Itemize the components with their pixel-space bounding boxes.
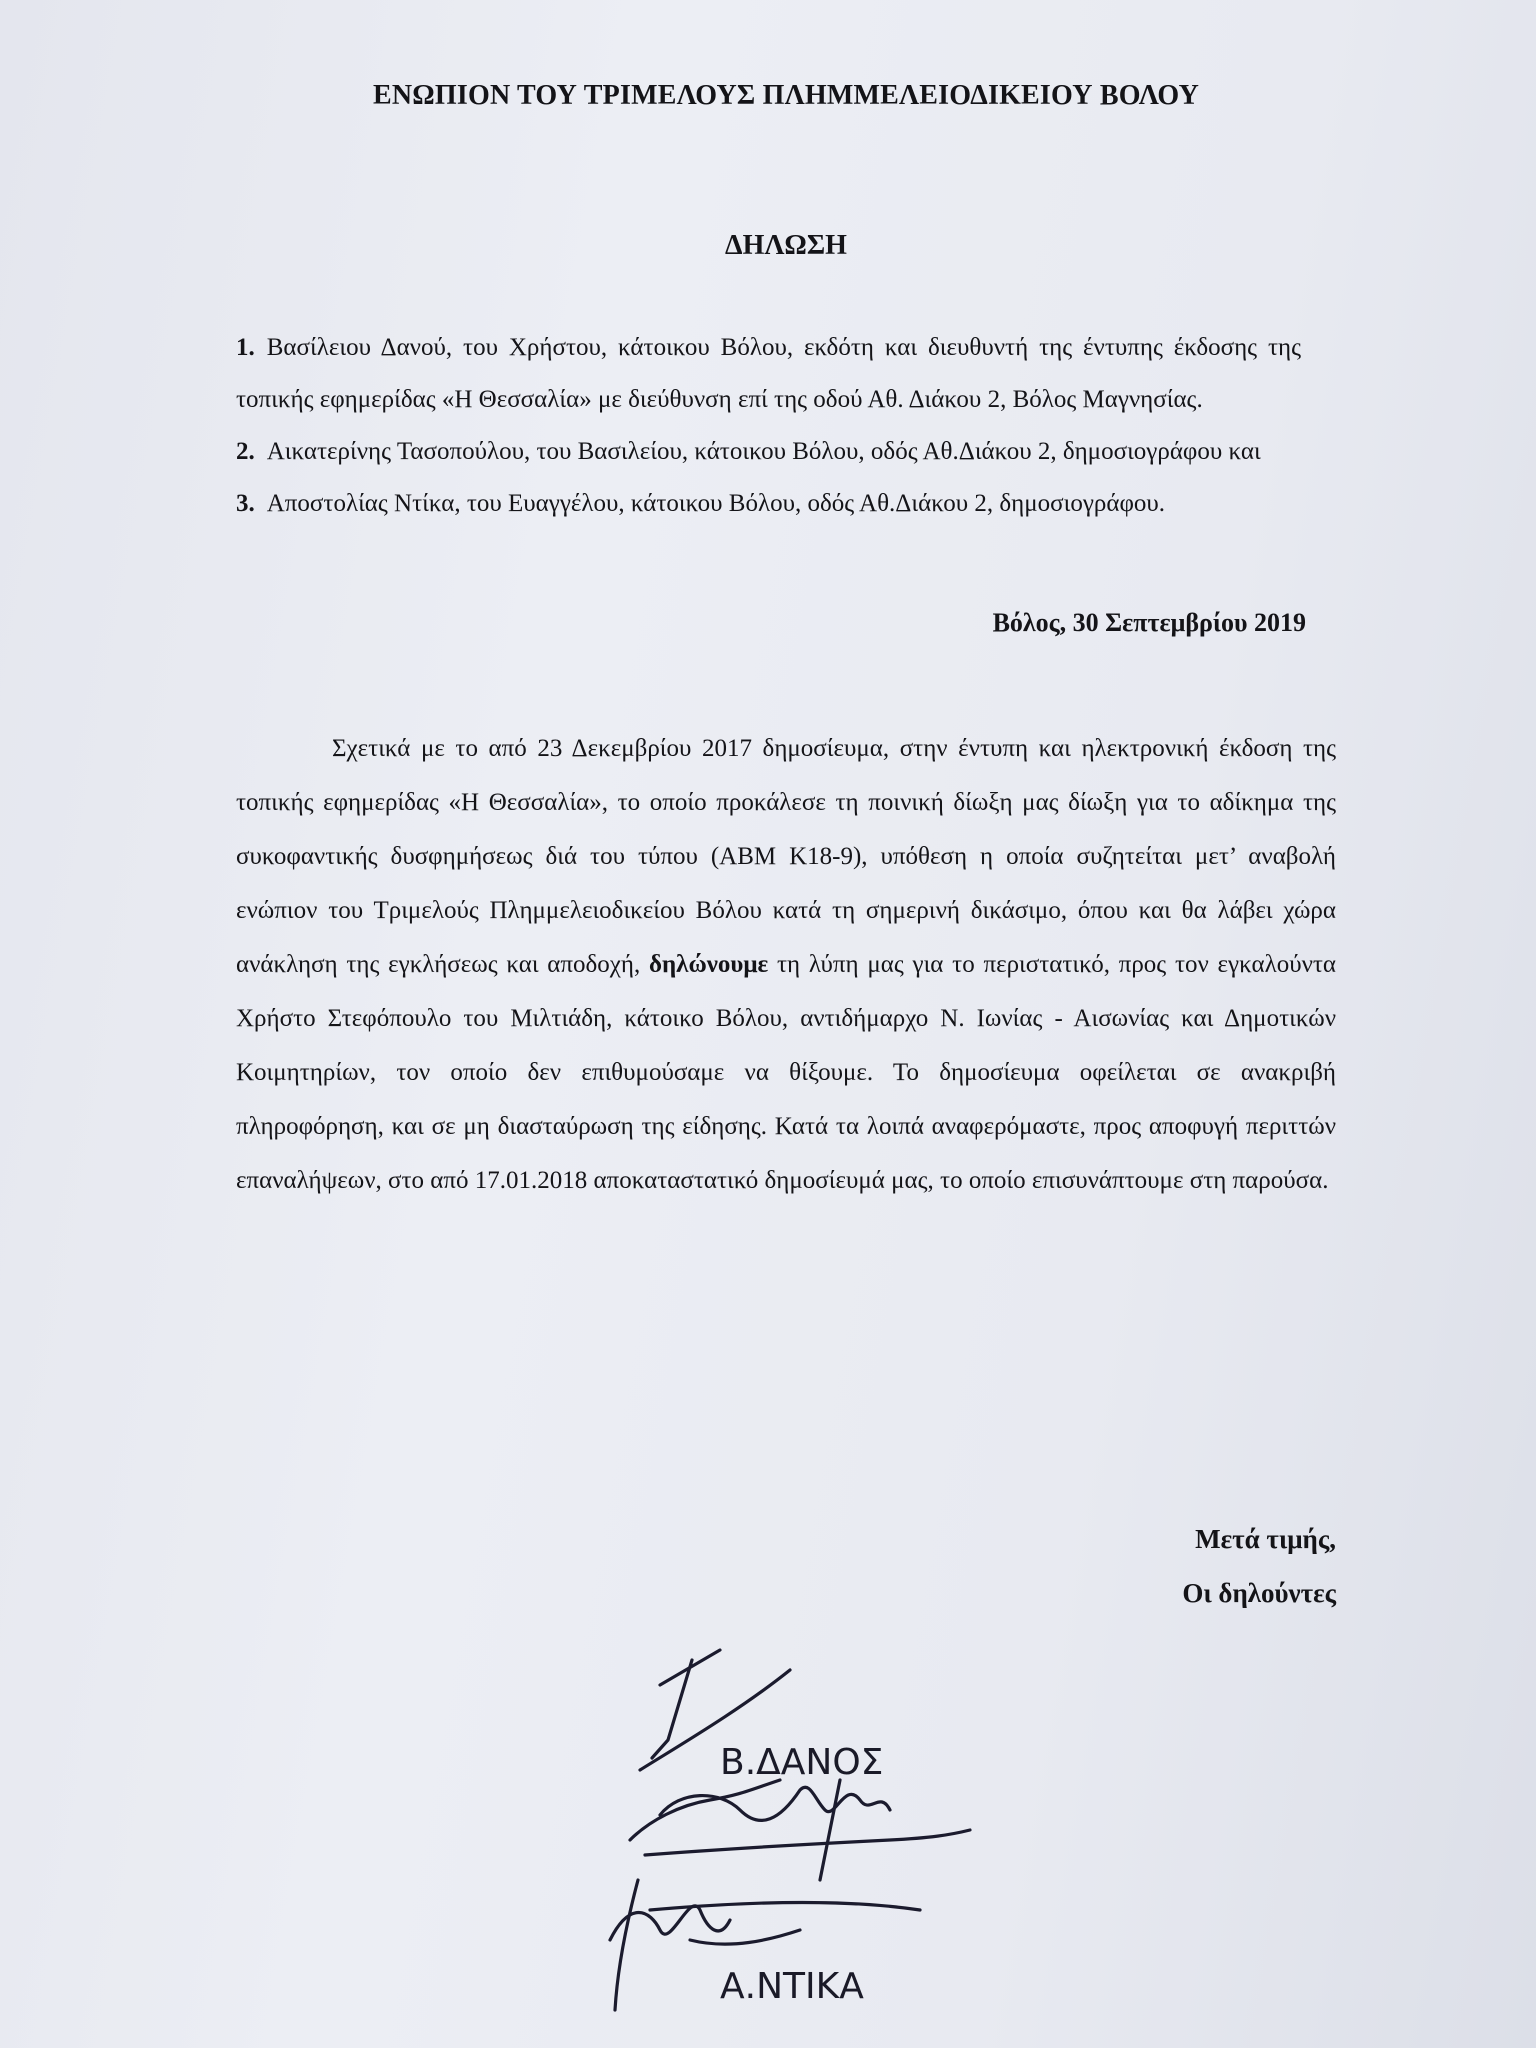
parties-list (236, 322, 1301, 530)
party-item (236, 322, 1301, 426)
signature-1-stroke (660, 1650, 720, 1685)
closing-salutation: Μετά τιμής, (1195, 1524, 1336, 1554)
date-line: Βόλος, 30 Σεπτεμβρίου 2019 (992, 608, 1306, 637)
party-text: Αικατερίνης Τασοπούλου, του Βασιλείου, κάτοικου Βόλου, οδός Αθ.Διάκου 2, δημοσιογράφου και (266, 438, 1261, 465)
closing-block (936, 1512, 1336, 1620)
signature-3-name: Α.ΝΤΙΚΑ (720, 1966, 864, 2007)
party-number: 1. (236, 334, 255, 361)
signature-3-stroke (615, 1880, 638, 2010)
handwritten-signatures (590, 1640, 1230, 2020)
party-number: 3. (236, 490, 255, 517)
document-title: ΔΗΛΩΣΗ (725, 230, 847, 261)
statement-bold-word: δηλώνουμε (649, 951, 769, 978)
statement-text-part-2: τη λύπη μας για το περιστατικό, προς τον εγκαλούντα Χρήστο Στεφόπουλο του Μιλτιάδη, κάτοικο Βόλου, αντιδήμαρχο Ν. Ιωνίας - Αισωνίας και Δημοτικών Κοιμητηρίων, τον οποίο δεν επιθυμούσαμε να θίξουμε. Το δημοσίευμα οφείλεται σε ανακριβή πληροφόρηση, και σε μη διασταύρωση της είδησης. Κατά τα λοιπά αναφερόμαστε, προς αποφυγή περιττών επαναλήψεων, στο από 17.01.2018 αποκαταστατικό δημοσίευμά μας, το οποίο επισυνάπτουμε στη παρούσα. (236, 951, 1337, 1194)
signature-1-name: Β.ΔΑΝΟΣ (720, 1742, 884, 1783)
party-text: Αποστολίας Ντίκα, του Ευαγγέλου, κάτοικου Βόλου, οδός Αθ.Διάκου 2, δημοσιογράφου. (266, 490, 1166, 517)
signature-2-stroke (630, 1780, 780, 1840)
signature-2-stroke (645, 1830, 970, 1855)
party-item (236, 426, 1301, 478)
statement-text-part-1: Σχετικά με το από 23 Δεκεμβρίου 2017 δημοσίευμα, στην έντυπη και ηλεκτρονική έκδοση της τοπικής εφημερίδας «Η Θεσσαλία», το οποίο προκάλεσε τη ποινική δίωξη μας δίωξη για το αδίκημα της συκοφαντικής δυσφημήσεως διά του τύπου (ΑΒΜ Κ18-9), υπόθεση η οποία συζητείται μετ’ αναβολή ενώπιον του Τριμελούς Πλημμελειοδικείου Βόλου κατά τη σημερινή δικάσιμο, όπου και θα λάβει χώρα ανάκληση της εγκλήσεως και αποδοχή, (236, 735, 1336, 978)
signatures-area (590, 1640, 1230, 2020)
court-heading: ΕΝΩΠΙΟΝ ΤΟΥ ΤΡΙΜΕΛΟΥΣ ΠΛΗΜΜΕΛΕΙΟΔΙΚΕΙΟΥ ΒΟΛΟΥ (372, 80, 1200, 111)
party-number: 2. (236, 438, 255, 465)
signature-3-stroke (690, 1930, 800, 1944)
party-item (236, 478, 1301, 530)
statement-body (236, 722, 1336, 1208)
document-content (236, 80, 1337, 1608)
signature-2-stroke (820, 1780, 840, 1880)
party-text: Βασίλειου Δανού, του Χρήστου, κάτοικου Βόλου, εκδότη και διευθυντή της έντυπης έκδοσης της τοπικής εφημερίδας «Η Θεσσαλία» με διεύθυνση επί της οδού Αθ. Διάκου 2, Βόλος Μαγνησίας. (236, 334, 1301, 413)
closing-signatories: Οι δηλούντες (1182, 1578, 1336, 1608)
